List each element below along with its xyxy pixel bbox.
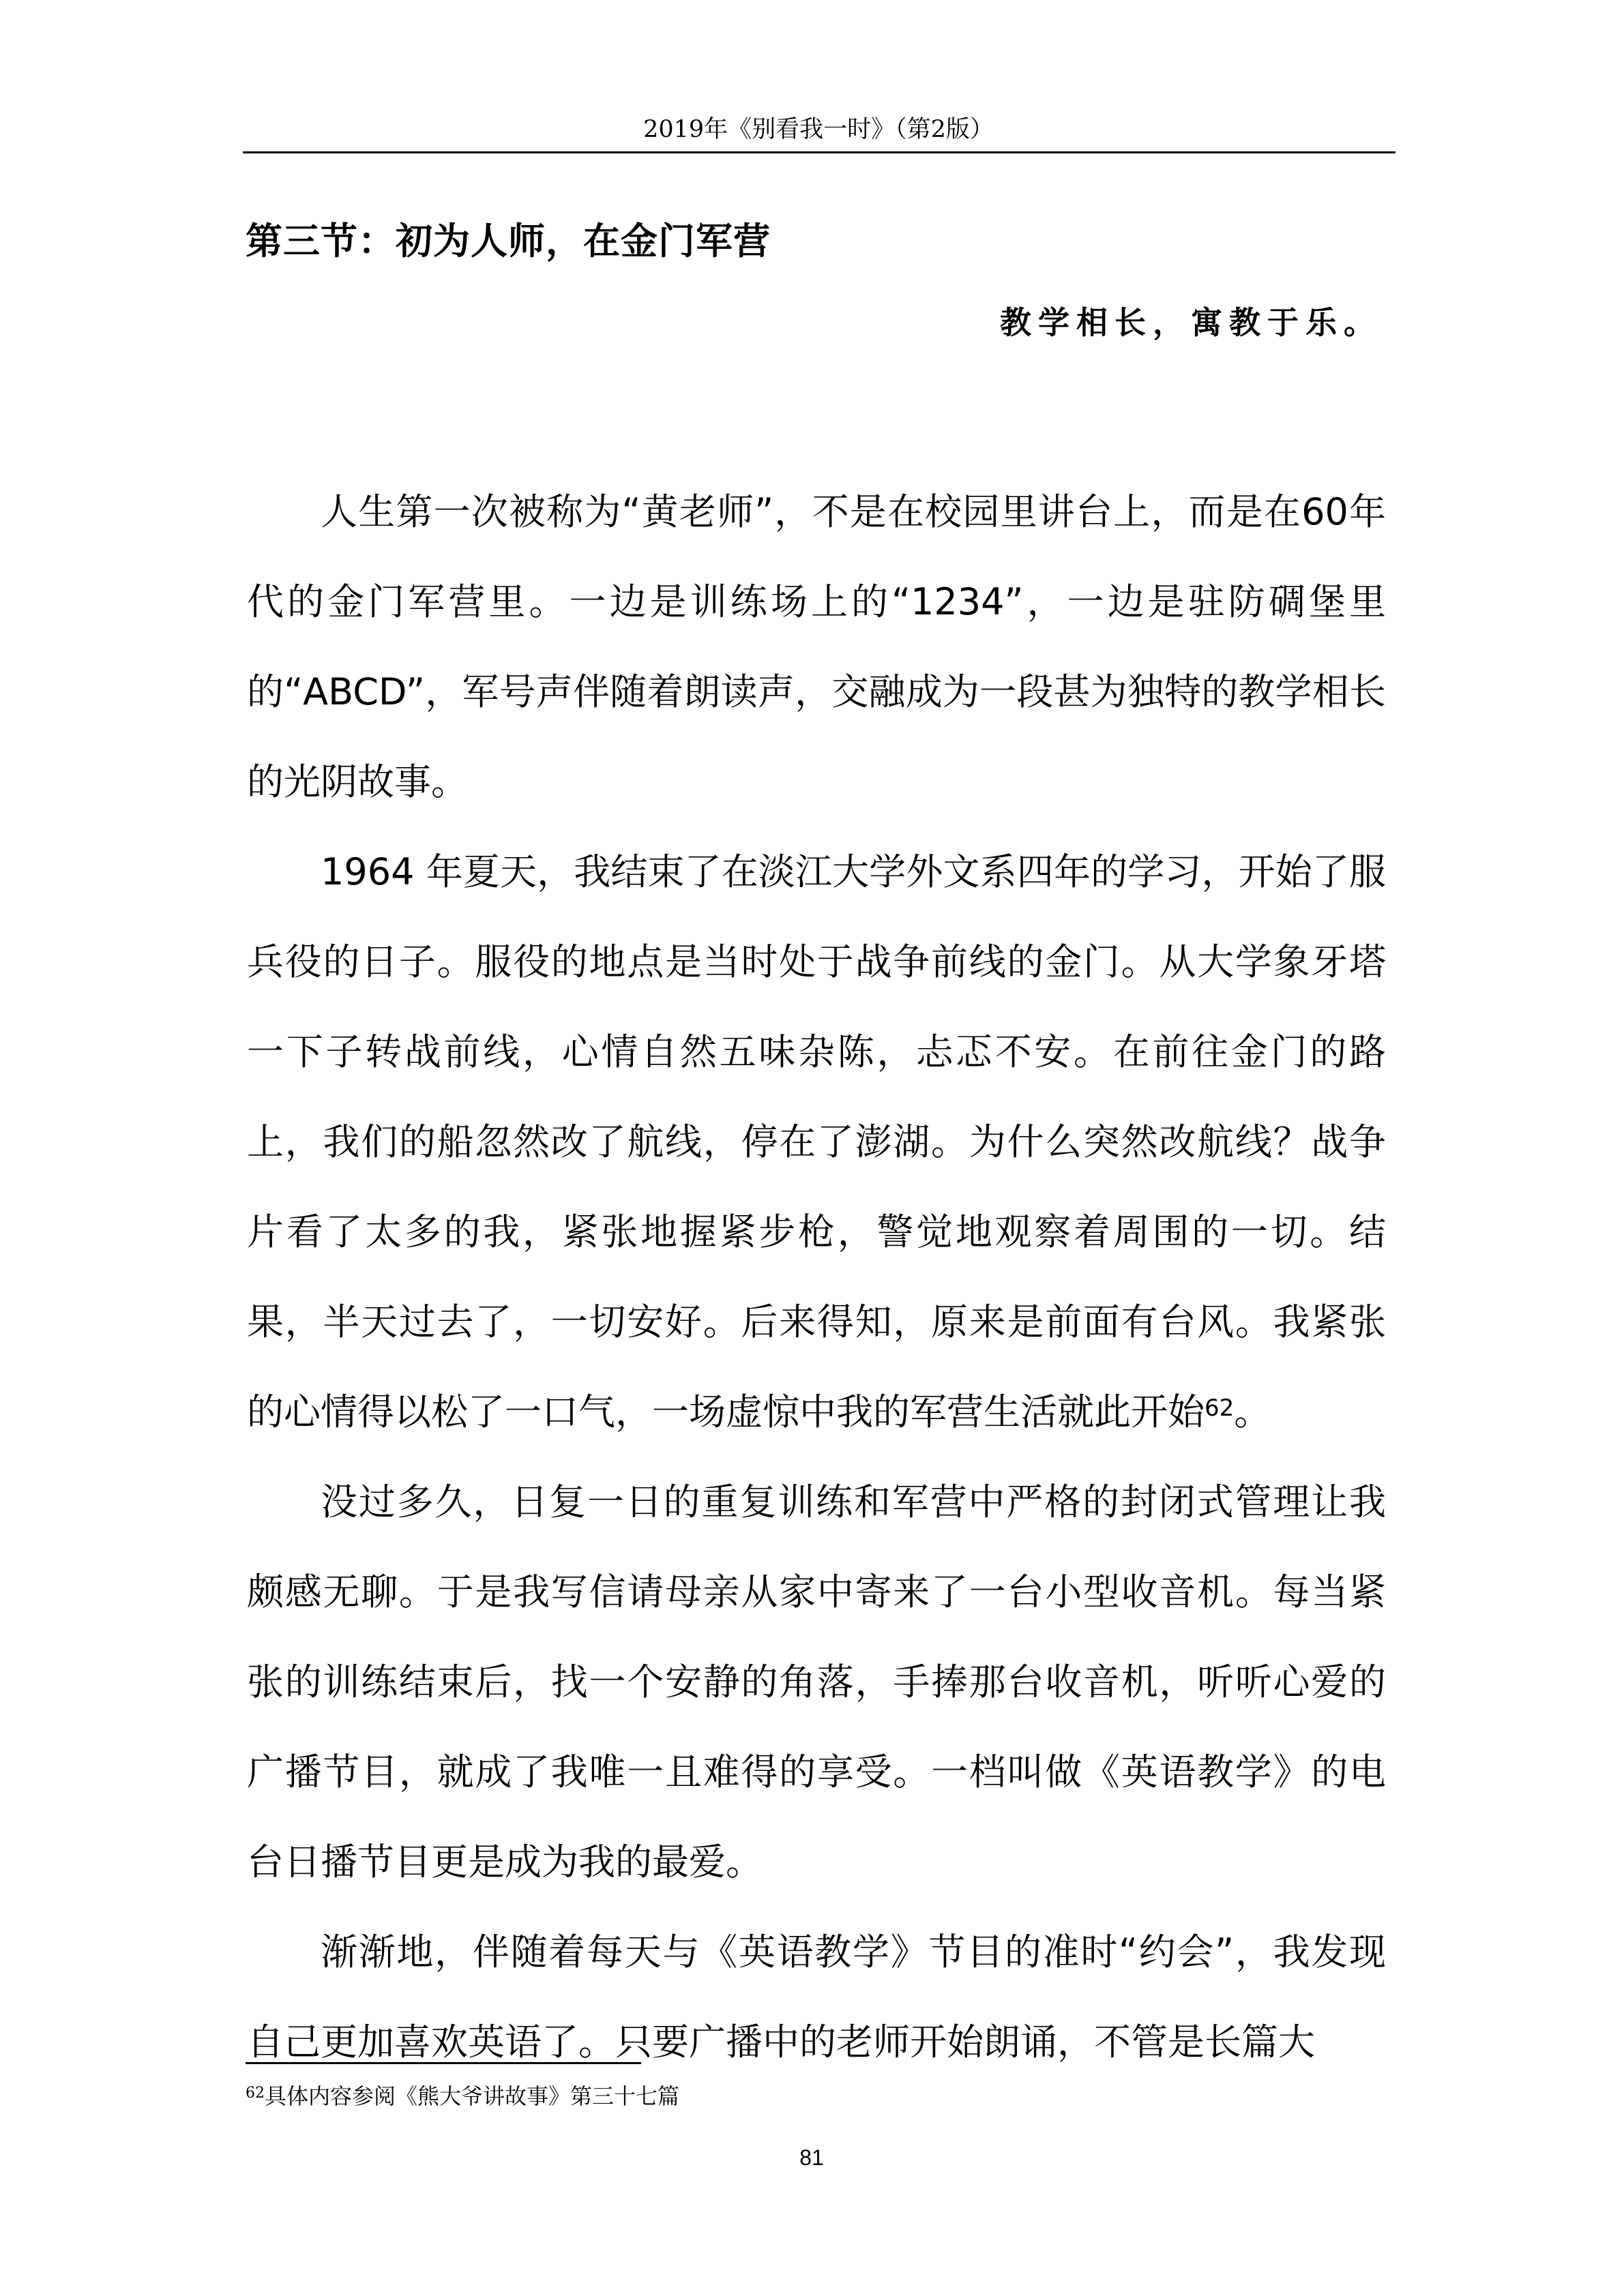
footnote bbox=[246, 2080, 679, 2113]
running-header: 2019年《别看我一时》（第2版） bbox=[643, 116, 994, 143]
footnote-separator bbox=[246, 2062, 641, 2064]
footnote-text: 具体内容参阅《熊大爷讲故事》第三十七篇 bbox=[265, 2083, 680, 2109]
page-number: 81 bbox=[799, 2145, 824, 2170]
paragraph-2-text: 1964 年夏天，我结束了在淡江大学外文系四年的学习，开始了服兵役的日子。服役的地点是当时处于战争前线的金门。从大学象牙塔一下子转战前线，心情自然五味杂陈，忐忑不安。在前往金门的路上，我们的船忽然改了航线，停在了澎湖。为什么突然改航线？战争片看了太多的我，紧张地握紧步枪，警觉地观察着周围的一切。结果，半天过去了，一切安好。后来得知，原来是前面有台风。我紧张的心情得以松了一口气，一场虚惊中我的军营生活就此开始 bbox=[247, 850, 1386, 1433]
paragraph-2 bbox=[247, 827, 1386, 1457]
footnote-number: 62 bbox=[246, 2085, 265, 2102]
paragraph-2-tail: 。 bbox=[1234, 1390, 1271, 1433]
paragraph-1: 人生第一次被称为“黄老师”，不是在校园里讲台上，而是在60年代的金门军营里。一边是训练场上的“1234”，一边是驻防碉堡里的“ABCD”，军号声伴随着朗读声，交融成为一段甚为独特的教学相长的光阴故事。 bbox=[247, 490, 1386, 803]
section-title: 第三节：初为人师，在金门军营 bbox=[246, 220, 771, 263]
footnote-reference[interactable]: 62 bbox=[1205, 1395, 1235, 1422]
paragraph-3: 没过多久，日复一日的重复训练和军营中严格的封闭式管理让我颇感无聊。于是我写信请母亲从家中寄来了一台小型收音机。每当紧张的训练结束后，找一个安静的角落，手捧那台收音机，听听心爱的广播节目，就成了我唯一且难得的享受。一档叫做《英语教学》的电台日播节目更是成为我的最爱。 bbox=[247, 1480, 1386, 1883]
epigraph: 教学相长，寓教于乐。 bbox=[1000, 304, 1382, 341]
paragraph-4: 渐渐地，伴随着每天与《英语教学》节目的准时“约会”，我发现自己更加喜欢英语了。只要广播中的老师开始朗诵，不管是长篇大 bbox=[247, 1930, 1386, 2063]
body-text bbox=[247, 467, 1386, 2087]
header-rule bbox=[243, 151, 1396, 153]
